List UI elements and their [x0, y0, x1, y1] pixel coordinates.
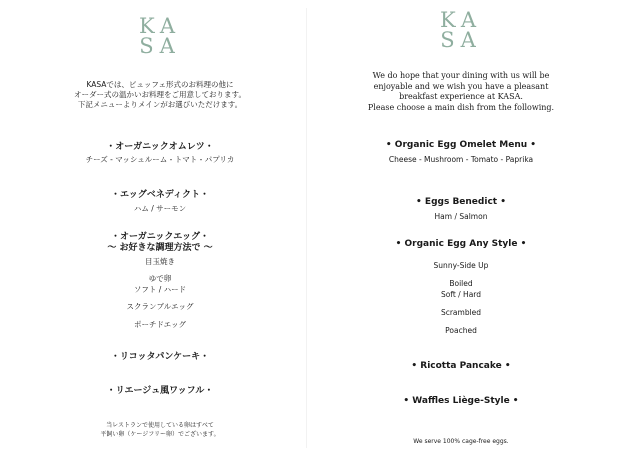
egg-any-style-title: • Organic Egg Any Style •: [395, 239, 527, 249]
egg-style-poached: ポーチドエッグ: [133, 320, 187, 329]
intro-text: KASAでは、ビュッフェ形式のお料理の他に オーダー式の温かいお料理をご用意しております。 下記メニューよりメインがお選びいただけます。: [74, 80, 246, 109]
benedict-title: ・エッグベネディクト・: [110, 190, 210, 200]
intro-text: We do hope that your dining with us will be enjoyable and we wish you have a pleasant breakfast experience at KASA. Please choose a main dish from the following.: [367, 71, 555, 112]
egg-style-soft-hard: ソフト / ハード: [133, 285, 187, 294]
egg-style-boiled: ゆで卵: [148, 274, 172, 283]
egg-style-soft-hard: Soft / Hard: [440, 290, 482, 299]
pancake-title: ・リコッタパンケーキ・: [110, 352, 210, 362]
benedict-options: Ham / Salmon: [434, 212, 488, 221]
omelet-title: • Organic Egg Omelet Menu •: [385, 140, 537, 150]
omelet-title: ・オーガニックオムレツ・: [106, 142, 214, 152]
omelet-fillings: チーズ - マッシュルーム - トマト - パプリカ: [85, 155, 235, 164]
pancake-title: • Ricotta Pancake •: [411, 361, 511, 371]
egg-style-sunny: Sunny-Side Up: [433, 261, 489, 270]
cage-free-note: 当レストランで使用している卵はすべて 平飼い卵（ケージフリー卵）でございます。: [100, 422, 220, 438]
waffles-title: • Waffles Liège-Style •: [403, 396, 519, 406]
omelet-fillings: Cheese - Mushroom - Tomato - Paprika: [388, 155, 534, 164]
cage-free-note: We serve 100% cage-free eggs.: [413, 438, 509, 445]
egg-any-style-title: ・オーガニックエッグ・: [110, 232, 210, 242]
column-divider: [306, 8, 307, 448]
egg-style-scrambled: Scrambled: [440, 308, 482, 317]
egg-style-boiled: Boiled: [449, 279, 473, 288]
kasa-logo: KA SA: [138, 14, 181, 58]
benedict-options: ハム / サーモン: [133, 204, 187, 213]
egg-style-sunny: 目玉焼き: [145, 257, 175, 266]
egg-style-scrambled: スクランブルエッグ: [126, 302, 194, 311]
egg-any-style-subtitle: 〜 お好きな調理方法で 〜: [107, 243, 213, 253]
benedict-title: • Eggs Benedict •: [416, 197, 506, 207]
waffles-title: ・リエージュ風ワッフル・: [106, 386, 214, 396]
kasa-logo: KA SA: [439, 8, 482, 52]
egg-style-poached: Poached: [445, 326, 477, 335]
